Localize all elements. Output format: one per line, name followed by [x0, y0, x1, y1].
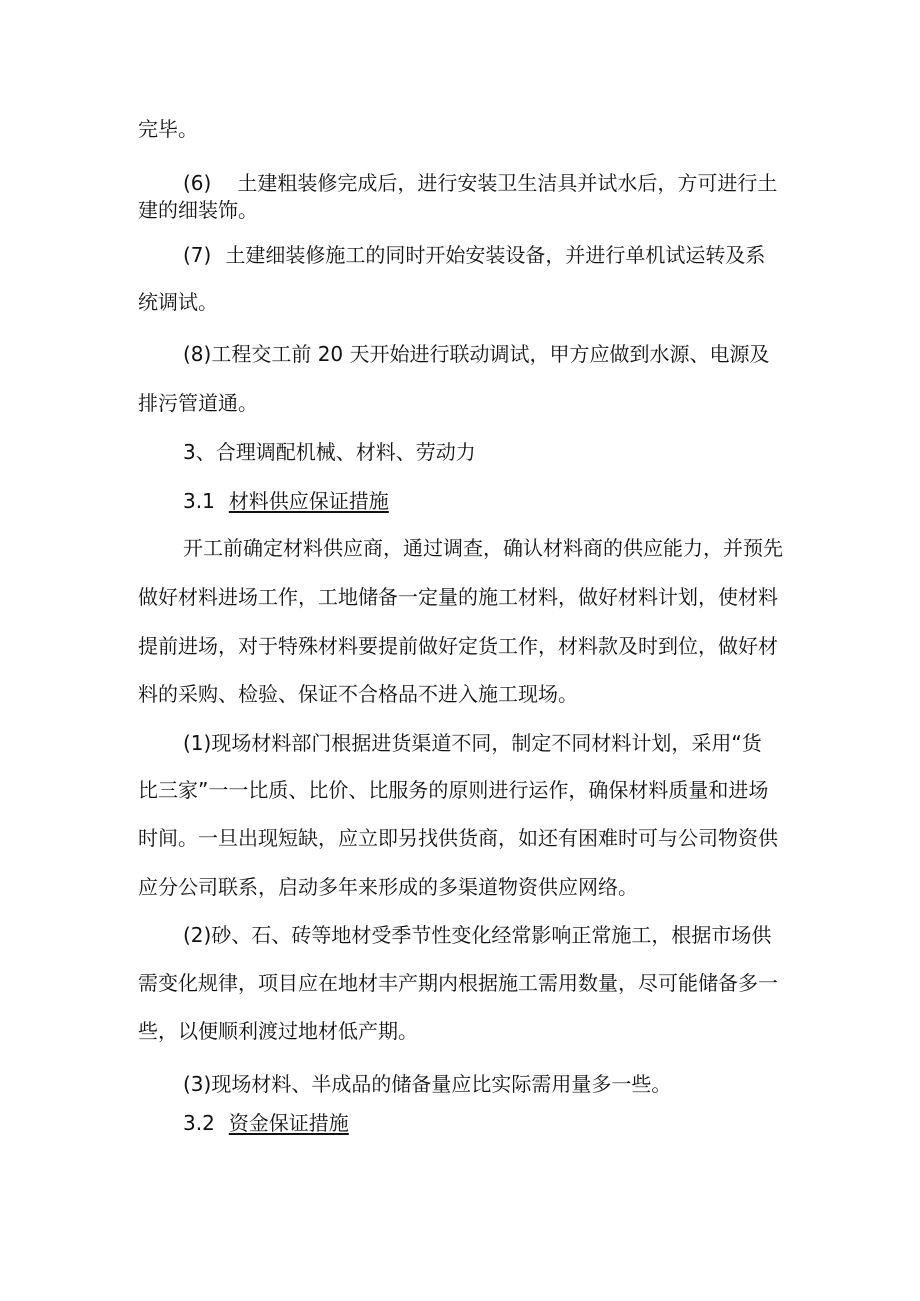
paragraph-line: 提前进场，对于特殊材料要提前做好定货工作，材料款及时到位，做好材 — [138, 634, 778, 658]
list-item-text: 工程交工前 20 天开始进行联动调试，甲方应做到水源、电源及 — [211, 342, 770, 366]
paragraph-line: (1)现场材料部门根据进货渠道不同，制定不同材料计划，采用“货 — [183, 731, 762, 755]
section-number: 3.2 — [183, 1111, 215, 1135]
list-item-number: (6) — [183, 171, 212, 195]
list-item-6 — [183, 169, 777, 197]
paragraph-line: 完毕。 — [138, 117, 198, 141]
section-heading-3-2 — [183, 1109, 349, 1137]
list-item-number: (7) — [183, 243, 212, 267]
paragraph-line: 做好材料进场工作，工地储备一定量的施工材料，做好材料计划，使材料 — [138, 585, 778, 609]
paragraph-line: 时间。一旦出现短缺，应立即另找供货商，如还有困难时可与公司物资供 — [138, 826, 778, 850]
paragraph-line: 统调试。 — [138, 290, 218, 314]
section-title: 资金保证措施 — [228, 1111, 349, 1135]
paragraph-line: 料的采购、检验、保证不合格品不进入施工现场。 — [138, 682, 578, 706]
list-item-7 — [183, 241, 765, 269]
paragraph-line: 些，以便顺利渡过地材低产期。 — [138, 1019, 418, 1043]
list-item-number: (8) — [183, 342, 212, 366]
paragraph-line: (2)砂、石、砖等地材受季节性变化经常影响正常施工，根据市场供 — [183, 923, 772, 947]
list-item-8 — [183, 340, 770, 368]
section-heading-3: 3、合理调配机械、材料、劳动力 — [183, 440, 476, 464]
list-item-text: 土建粗装修完成后，进行安装卫生洁具并试水后，方可进行土 — [237, 171, 778, 195]
paragraph-line: 建的细装饰。 — [138, 198, 258, 222]
section-number: 3.1 — [183, 489, 215, 513]
section-title: 材料供应保证措施 — [228, 489, 389, 513]
list-item-text: 土建细装修施工的同时开始安装设备，并进行单机试运转及系 — [225, 243, 766, 267]
paragraph-line: 需变化规律，项目应在地材丰产期内根据施工需用数量，尽可能储备多一 — [138, 971, 778, 995]
paragraph-line: 开工前确定材料供应商，通过调查，确认材料商的供应能力，并预先 — [183, 536, 783, 560]
paragraph-line: 排污管道通。 — [138, 391, 258, 415]
paragraph-line: 比三家”一一比质、比价、比服务的原则进行运作，确保材料质量和进场 — [138, 778, 769, 802]
paragraph-line: 应分公司联系，启动多年来形成的多渠道物资供应网络。 — [138, 875, 638, 899]
section-heading-3-1 — [183, 487, 389, 515]
paragraph-line: (3)现场材料、半成品的储备量应比实际需用量多一些。 — [183, 1072, 672, 1096]
